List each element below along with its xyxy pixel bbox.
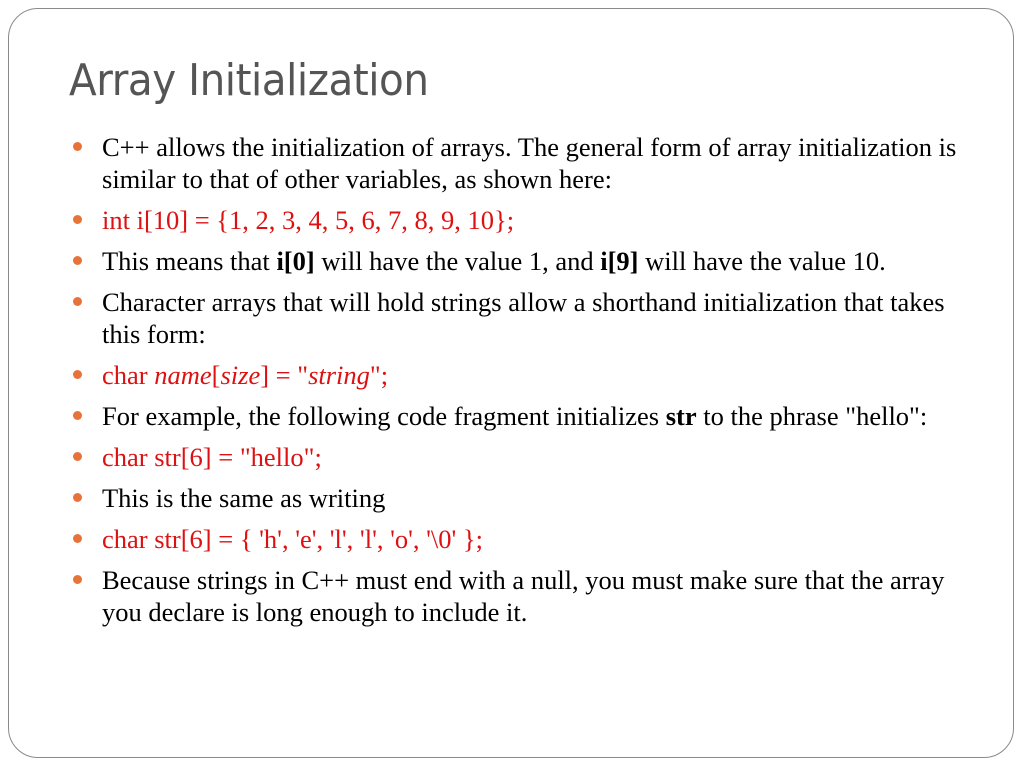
bullet-text: Because strings in C++ must end with a null, you must make sure that the array you declare is long enough to include it. xyxy=(102,565,945,627)
code-italic-name: name xyxy=(154,360,212,390)
bullet-text: Character arrays that will hold strings allow a shorthand initialization that takes this form: xyxy=(102,287,945,349)
bullet-text-part: will have the value 1, and xyxy=(314,246,601,276)
bullet-item xyxy=(71,482,976,514)
bullet-item xyxy=(71,400,976,432)
bullet-icon xyxy=(73,215,82,224)
bullet-item-code xyxy=(71,441,976,473)
bullet-item-code xyxy=(71,204,976,236)
code-snippet: char str[6] = { 'h', 'e', 'l', 'l', 'o', '\0' }; xyxy=(102,524,484,554)
bullet-icon xyxy=(73,370,82,379)
code-part: ] = " xyxy=(260,360,309,390)
code-part: "; xyxy=(369,360,389,390)
code-italic-string: string xyxy=(308,360,370,390)
slide xyxy=(8,8,1014,758)
code-part: char xyxy=(102,360,155,390)
bullet-bold-term: i[9] xyxy=(600,246,639,276)
code-part: [ xyxy=(211,360,221,390)
slide-title: Array Initialization xyxy=(69,55,429,106)
bullet-icon xyxy=(73,142,82,151)
bullet-text-part: will have the value 10. xyxy=(638,246,886,276)
bullet-text-part: For example, the following code fragment initializes xyxy=(102,401,666,431)
code-italic-size: size xyxy=(220,360,261,390)
bullet-icon xyxy=(73,493,82,502)
bullet-item xyxy=(71,131,976,195)
bullet-item-code xyxy=(71,523,976,555)
bullet-icon xyxy=(73,411,82,420)
bullet-text: This is the same as writing xyxy=(102,483,386,513)
bullet-text-part: This means that xyxy=(102,246,277,276)
bullet-bold-term: str xyxy=(665,401,697,431)
bullet-item xyxy=(71,245,976,277)
bullet-item xyxy=(71,564,976,628)
code-snippet: char str[6] = "hello"; xyxy=(102,442,322,472)
code-snippet xyxy=(102,360,388,390)
bullet-text: C++ allows the initialization of arrays. The general form of array initialization is similar to that of other variables, as shown here: xyxy=(102,132,957,194)
bullet-icon xyxy=(73,575,82,584)
bullet-list xyxy=(71,131,976,637)
bullet-icon xyxy=(73,256,82,265)
bullet-text-part: to the phrase "hello": xyxy=(696,401,928,431)
bullet-bold-term: i[0] xyxy=(276,246,315,276)
code-snippet: int i[10] = {1, 2, 3, 4, 5, 6, 7, 8, 9, 10}; xyxy=(102,205,515,235)
bullet-item xyxy=(71,286,976,350)
bullet-icon xyxy=(73,452,82,461)
bullet-icon xyxy=(73,297,82,306)
bullet-item-code xyxy=(71,359,976,391)
bullet-icon xyxy=(73,534,82,543)
